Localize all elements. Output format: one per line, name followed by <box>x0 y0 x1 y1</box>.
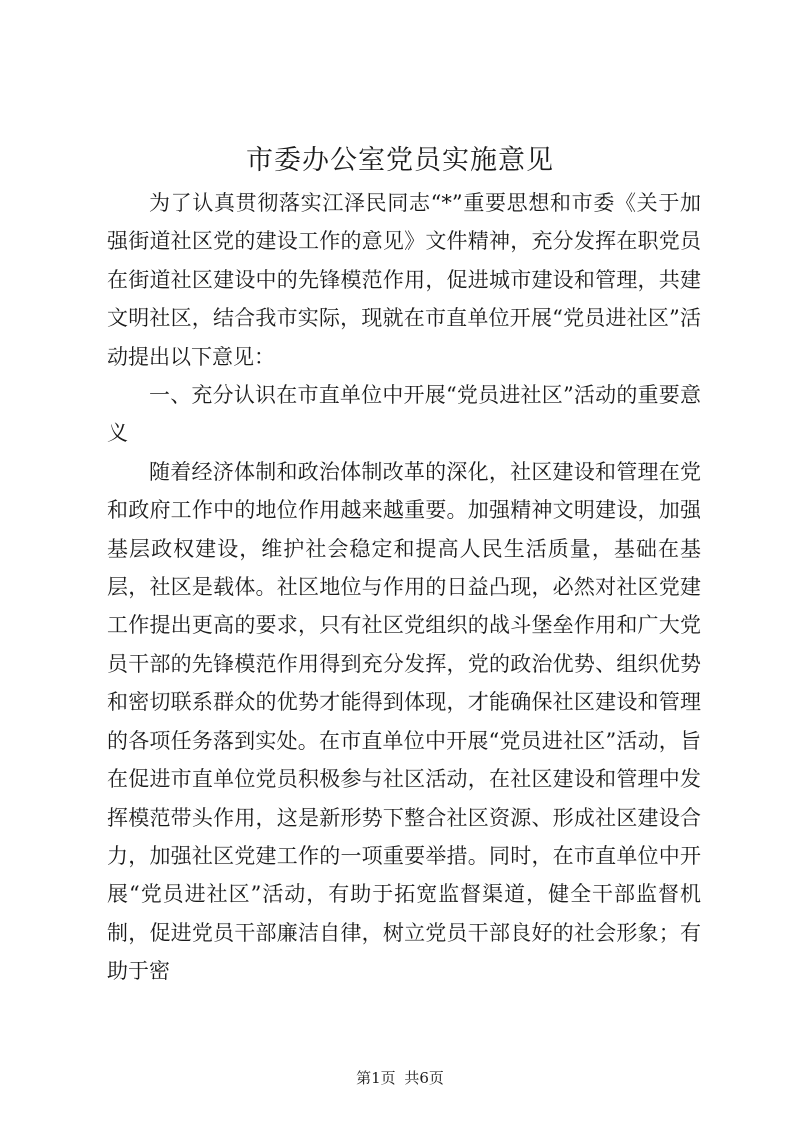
document-title: 市委办公室党员实施意见 <box>246 145 554 176</box>
page-number: 第1页 <box>356 1069 396 1087</box>
paragraph-intro: 为了认真贯彻落实江泽民同志“*”重要思想和市委《关于加强街道社区党的建设工作的意见》文件精神，充分发挥在职党员在街道社区建设中的先锋模范作用，促进城市建设和管理，共建文明社区，结合我市实际，现就在市直单位开展“党员进社区”活动提出以下意见： <box>107 191 701 369</box>
document-body <box>107 184 701 991</box>
paragraph-section-heading: 一、充分认识在市直单位中开展“党员进社区”活动的重要意义 <box>107 383 701 446</box>
page-footer <box>0 1068 800 1088</box>
page-total: 共6页 <box>404 1069 444 1087</box>
paragraph-body: 随着经济体制和政治体制改革的深化，社区建设和管理在党和政府工作中的地位作用越来越重要。加强精神文明建设，加强基层政权建设，维护社会稳定和提高人民生活质量，基础在基层，社区是载体。社区地位与作用的日益凸现，必然对社区党建工作提出更高的要求，只有社区党组织的战斗堡垒作用和广大党员干部的先锋模范作用得到充分发挥，党的政治优势、组织优势和密切联系群众的优势才能得到体现，才能确保社区建设和管理的各项任务落到实处。在市直单位中开展“党员进社区”活动，旨在促进市直单位党员积极参与社区活动，在社区建设和管理中发挥模范带头作用，这是新形势下整合社区资源、形成社区建设合力，加强社区党建工作的一项重要举措。同时，在市直单位中开展“党员进社区”活动，有助于拓宽监督渠道，健全干部监督机制，促进党员干部廉洁自律，树立党员干部良好的社会形象；有助于密 <box>107 459 701 984</box>
